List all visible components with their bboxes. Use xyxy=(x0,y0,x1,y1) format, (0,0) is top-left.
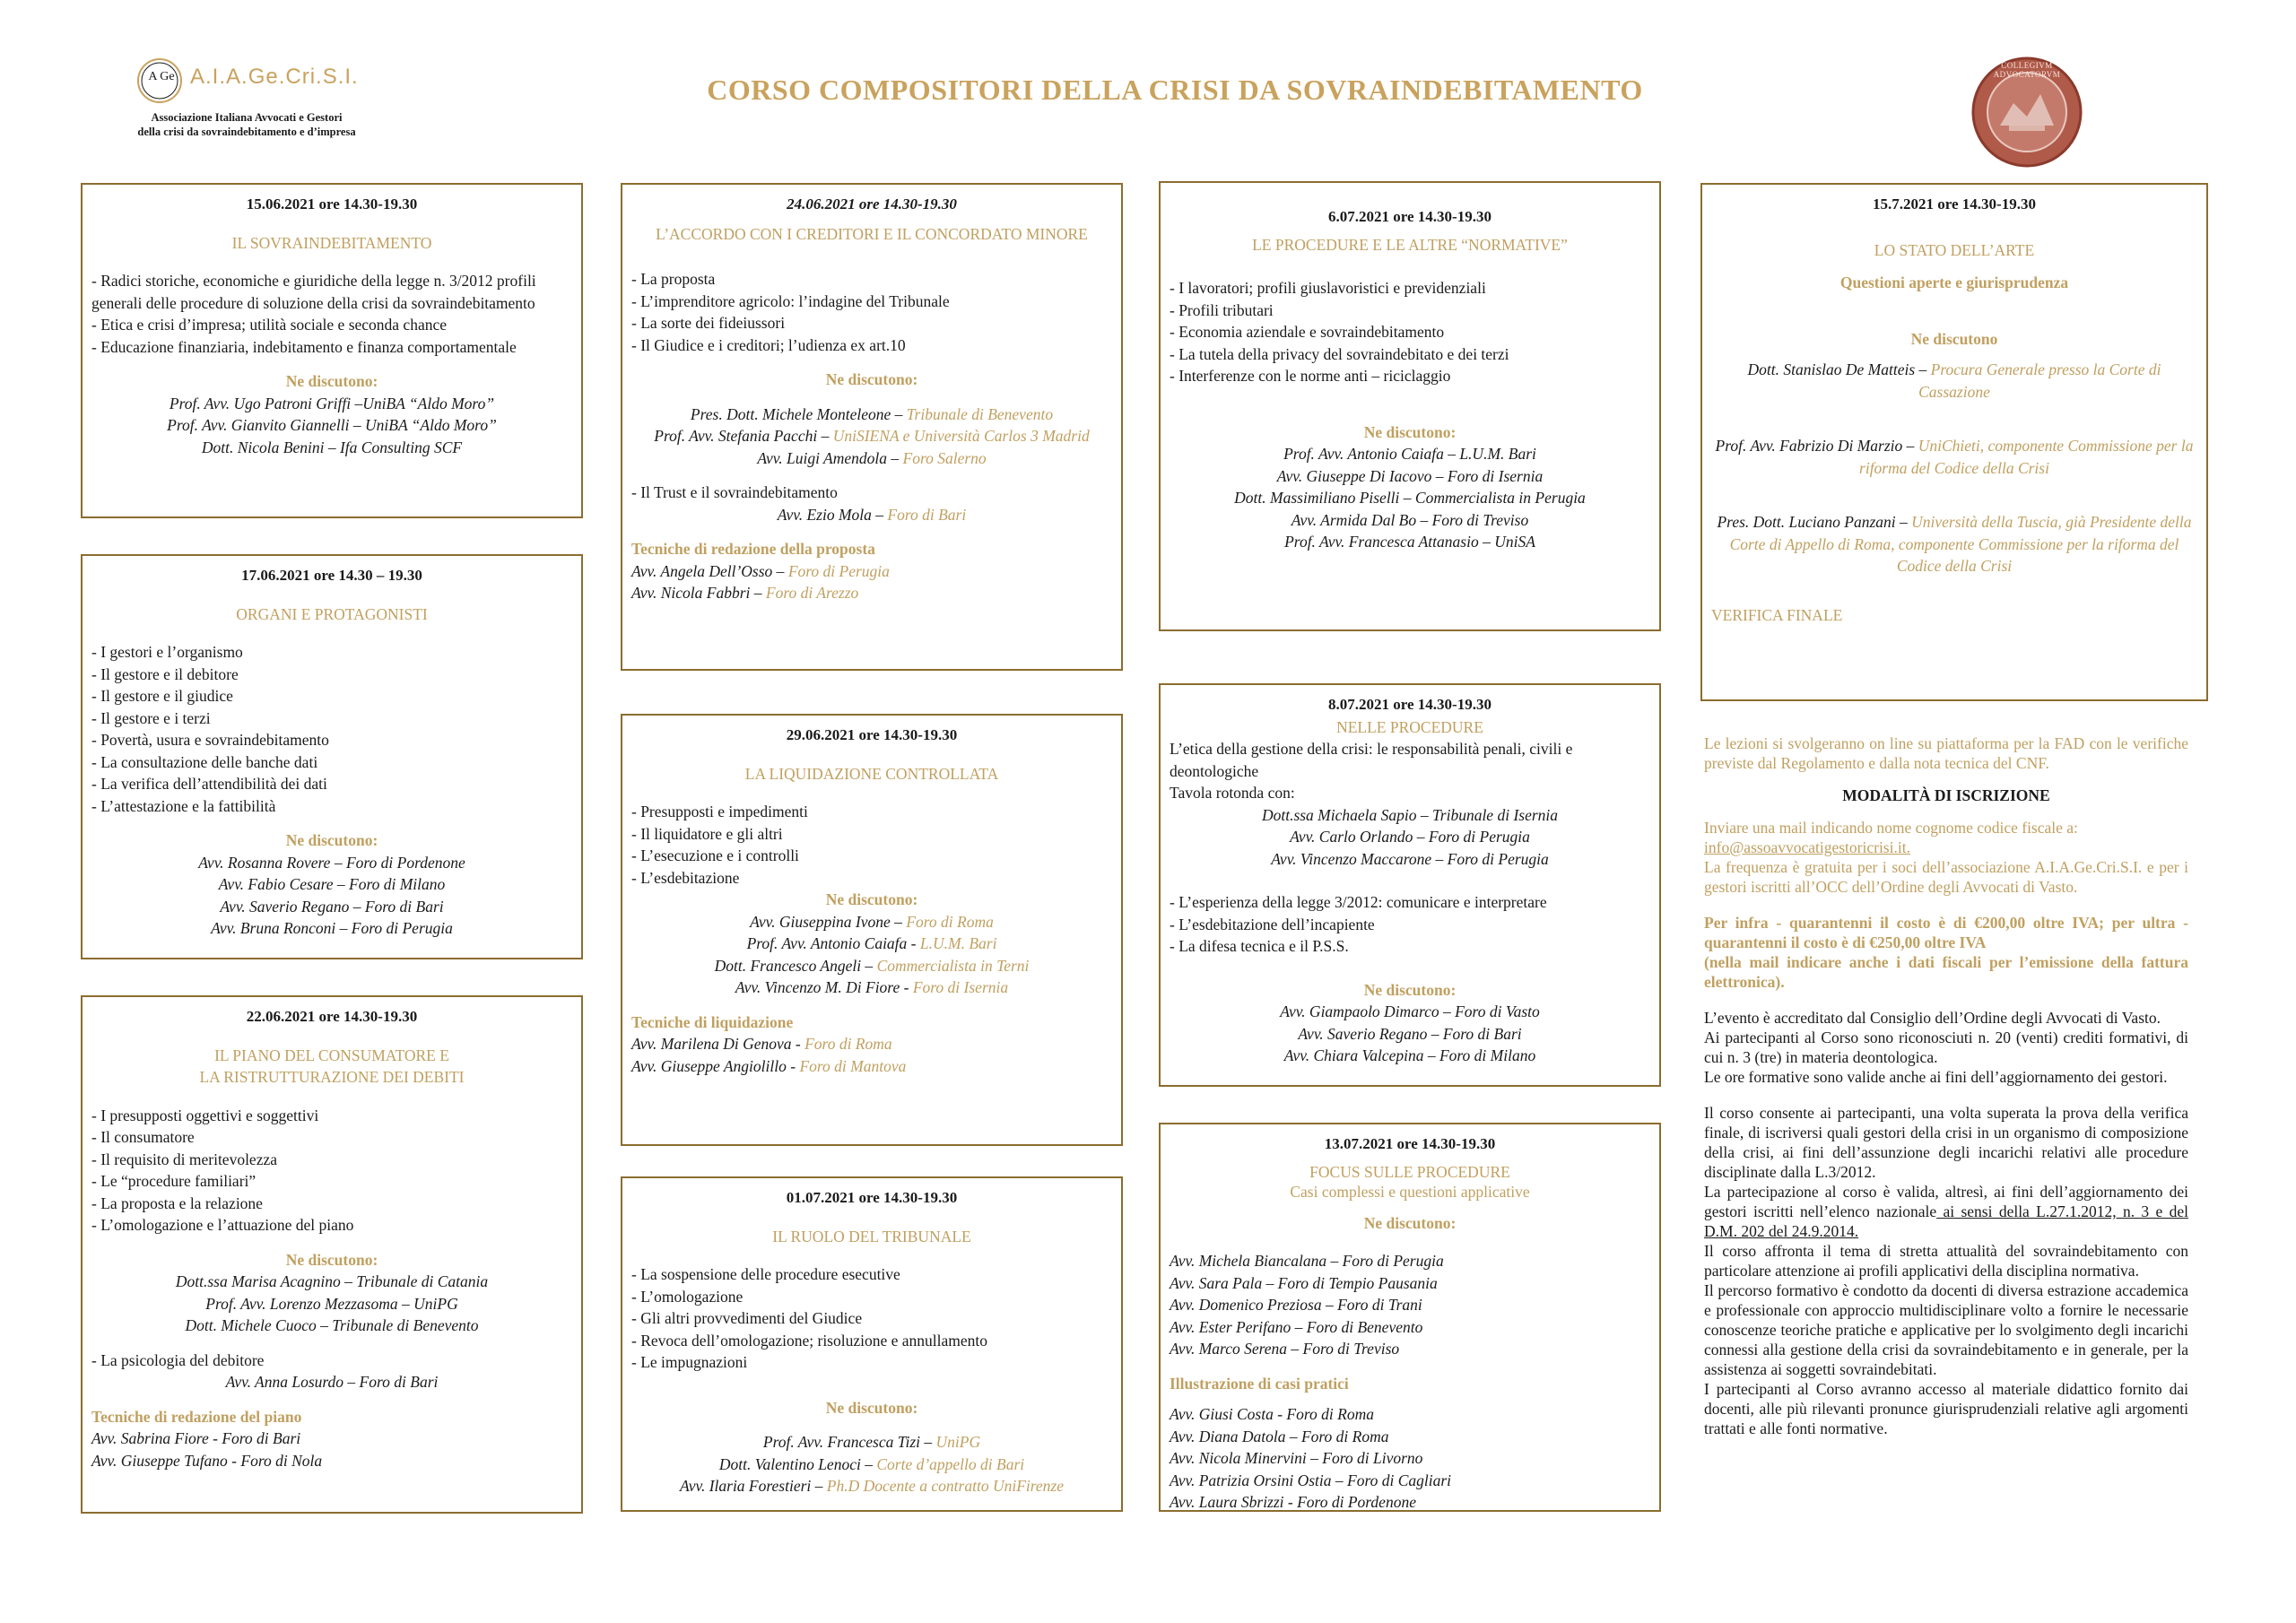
topic-item: - Le impugnazioni xyxy=(631,1353,748,1371)
session-title: IL RUOLO DEL TRIBUNALE xyxy=(772,1227,971,1245)
topic-list xyxy=(91,270,572,358)
session-title: NELLE PROCEDURE xyxy=(1336,717,1483,736)
session-box-24-06 xyxy=(621,183,1123,671)
topic-item: - L’esecuzione e i controlli xyxy=(631,846,799,864)
ne-discutono-label: Ne discutono xyxy=(1910,329,1998,348)
speaker: Avv. Domenico Preziosa – Foro di Trani xyxy=(1170,1296,1422,1314)
session-title: ORGANI E PROTAGONISTI xyxy=(236,604,428,623)
session-title: LA LIQUIDAZIONE CONTROLLATA xyxy=(744,764,999,783)
email-link[interactable]: info@assoavvocatigestoricrisi.it. xyxy=(1704,838,1910,856)
topic-item: - Presupposti e impedimenti xyxy=(631,803,808,820)
topic-item: - La proposta xyxy=(631,270,716,288)
topic-item: - L’omologazione xyxy=(631,1287,744,1306)
speaker: Prof. Avv. Antonio Caiafa - L.U.M. Bari xyxy=(746,934,997,952)
speaker: Avv. Nicola Minervini – Foro di Livorno xyxy=(1170,1449,1423,1467)
bar-association-seal xyxy=(1969,54,2085,170)
speaker: Prof. Avv. Francesca Attanasio – UniSA xyxy=(1284,533,1535,551)
speaker: Dott. Francesco Angeli – Commercialista in Terni xyxy=(714,956,1030,975)
topic-list xyxy=(1170,891,1650,958)
topic-item: - I presupposti oggettivi e soggettivi xyxy=(91,1106,319,1124)
speaker: Avv. Vincenzo M. Di Fiore - Foro di Isernia xyxy=(735,978,1009,996)
session-title: FOCUS SULLE PROCEDURE xyxy=(1309,1162,1510,1181)
topic-item: - L’attestazione e la fattibilità xyxy=(91,796,276,815)
speaker: Avv. Giusi Costa - Foro di Roma xyxy=(1170,1405,1374,1423)
topic-item: - Gli altri provvedimenti del Giudice xyxy=(631,1309,863,1327)
topic-item: - Il liquidatore e gli altri xyxy=(631,824,783,843)
session-date: 13.07.2021 ore 14.30-19.30 xyxy=(1324,1135,1496,1152)
topic-item: - La consultazione delle banche dati xyxy=(91,752,318,771)
ne-discutono-label: Ne discutono: xyxy=(825,890,918,908)
topic-item: - Il gestore e il giudice xyxy=(91,687,233,705)
speaker: Dott.ssa Marisa Acagnino – Tribunale di Catania xyxy=(175,1272,489,1290)
speaker: Avv. Giampaolo Dimarco – Foro di Vasto xyxy=(1280,1002,1540,1020)
topic-item: - Il gestore e il debitore xyxy=(91,664,239,683)
logo-caption-1: Associazione Italiana Avvocati e Gestori xyxy=(151,111,343,124)
course-paragraph: Il corso affronta il tema di stretta attualità del sovraindebitamento con particolare attenzione ai profili applicativi della disciplina normativa. xyxy=(1704,1242,2188,1280)
speaker: Dott. Stanislao De Matteis – Procura Generale presso la Corte di Cassazione xyxy=(1747,360,2161,401)
speaker: Prof. Avv. Gianvito Giannelli – UniBA “Aldo Moro” xyxy=(167,416,497,434)
illustrazione-label: Illustrazione di casi pratici xyxy=(1170,1374,1349,1393)
topic-item: - Il consumatore xyxy=(91,1128,195,1146)
session-box-06-07 xyxy=(1159,181,1661,631)
session-title-line-2: LA RISTRUTTURAZIONE DEI DEBITI xyxy=(199,1068,465,1086)
topic-list xyxy=(91,1105,572,1237)
topic-item: - L’imprenditore agricolo: l’indagine del Tribunale xyxy=(631,291,950,310)
speaker: Avv. Fabio Cesare – Foro di Milano xyxy=(218,875,446,893)
topic-item: - Etica e crisi d’impresa; utilità sociale e seconda chance xyxy=(91,316,447,334)
session-title: IL SOVRAINDEBITAMENTO xyxy=(231,233,432,252)
logo-mark: A Ge xyxy=(148,70,175,83)
topic-list xyxy=(91,641,572,817)
intro-text: L’etica della gestione della crisi: le responsabilità penali, civili e deontologiche xyxy=(1170,740,1573,780)
topic-item: - Interferenze con le norme anti – riciclaggio xyxy=(1170,367,1451,385)
speaker: Avv. Vincenzo Maccarone – Foro di Perugia xyxy=(1271,849,1549,868)
speaker: Avv. Luigi Amendola – Foro Salerno xyxy=(757,448,987,467)
logo-caption-2: della crisi da sovraindebitamento e d’impresa xyxy=(137,126,356,138)
topic-item: - La verifica dell’attendibilità dei dati xyxy=(91,775,327,793)
speaker: Avv. Marilena Di Genova - Foro di Roma xyxy=(631,1035,892,1053)
speaker: Prof. Avv. Ugo Patroni Griffi –UniBA “Aldo Moro” xyxy=(169,394,495,412)
session-title: LE PROCEDURE E LE ALTRE “NORMATIVE” xyxy=(1252,235,1568,254)
topic-item: - La sorte dei fideiussori xyxy=(631,314,786,332)
session-box-13-07 xyxy=(1159,1123,1661,1512)
ne-discutono-label: Ne discutono: xyxy=(825,370,918,388)
speaker: Dott. Massimiliano Piselli – Commercialista in Perugia xyxy=(1234,489,1586,507)
free-text: La frequenza è gratuita per i soci dell’associazione A.I.A.Ge.Cri.S.I. e per i gestori iscritti all’OCC dell’Ordine degli Avvocati di Vasto. xyxy=(1704,858,2188,896)
tecniche-label: Tecniche di redazione della proposta xyxy=(631,540,875,558)
speaker: Avv. Rosanna Rovere – Foro di Pordenone xyxy=(198,853,465,872)
info-intro: Le lezioni si svolgeranno on line su piattaforma per la FAD con le verifiche previste dal Regolamento e dalla nota tecnica del CNF. xyxy=(1704,734,2188,772)
session-box-29-06 xyxy=(621,714,1123,1146)
speaker: Avv. Giuseppina Ivone – Foro di Roma xyxy=(750,912,994,931)
session-box-17-06 xyxy=(81,554,583,959)
topic-item: - L’esperienza della legge 3/2012: comunicare e interpretare xyxy=(1170,893,1547,911)
topic-item: - La sospensione delle procedure esecutive xyxy=(631,1265,900,1283)
ne-discutono-label: Ne discutono: xyxy=(1363,980,1457,999)
course-paragraph: Il percorso formativo è condotto da docenti di diversa estrazione accademica e professionale con approccio multidisciplinare volto a fornire le necessarie conoscenze teoriche pratiche e applicative per lo svolgimento degli incarichi connessi alla gestione della crisi da sovraindebitamento e in generale, per la assistenza ai soggetti sovraindebitati. xyxy=(1704,1281,2188,1378)
session-date: 15.06.2021 ore 14.30-19.30 xyxy=(246,195,418,213)
speaker: Avv. Giuseppe Angiolillo - Foro di Mantova xyxy=(631,1056,907,1075)
session-title: LO STATO DELL’ARTE xyxy=(1874,240,2035,259)
session-title-line-1: IL PIANO DEL CONSUMATORE E xyxy=(214,1046,449,1064)
topic-item: - Il requisito di meritevolezza xyxy=(91,1150,278,1168)
topic-item: - Revoca dell’omologazione; risoluzione e annullamento xyxy=(631,1331,988,1350)
credits-text: Ai partecipanti al Corso sono riconosciuti n. 20 (venti) crediti formativi, di cui n. 3 (tre) in materia deontologica. xyxy=(1704,1028,2188,1066)
speaker: Avv. Ester Perifano – Foro di Benevento xyxy=(1170,1317,1423,1336)
speaker: Dott. Nicola Benini – Ifa Consulting SCF xyxy=(201,438,463,456)
topic-list xyxy=(631,268,1112,356)
seal-text: COLLEGIVM ADVOCATORVM xyxy=(1993,61,2061,79)
topic-list xyxy=(631,801,1112,889)
topic-item: - Il Giudice e i creditori; l’udienza ex art.10 xyxy=(631,335,906,354)
session-box-15-07 xyxy=(1700,183,2208,701)
session-date: 24.06.2021 ore 14.30-19.30 xyxy=(787,195,957,213)
ne-discutono-label: Ne discutono: xyxy=(1363,1213,1457,1232)
speaker: Avv. Michela Biancalana – Foro di Perugia xyxy=(1170,1252,1444,1270)
topic-item: - L’esdebitazione xyxy=(631,868,740,887)
session-box-01-07 xyxy=(621,1176,1123,1512)
topic-item: - Educazione finanziaria, indebitamento e finanza comportamentale xyxy=(91,337,517,356)
speaker: Avv. Ezio Mola – Foro di Bari xyxy=(777,505,967,524)
speaker: Avv. Saverio Regano – Foro di Bari xyxy=(1298,1024,1522,1043)
speaker: Avv. Ilaria Forestieri – Ph.D Docente a contratto UniFirenze xyxy=(679,1477,1065,1495)
session-date: 17.06.2021 ore 14.30 – 19.30 xyxy=(241,567,422,584)
session-box-22-06 xyxy=(81,995,583,1514)
modalita-title: MODALITÀ DI ISCRIZIONE xyxy=(1842,786,2050,804)
topic-item: - I gestori e l’organismo xyxy=(91,643,243,661)
course-paragraph: Il corso consente ai partecipanti, una volta superata la prova della verifica finale, di iscriversi quali gestori della crisi in un organismo di composizione della crisi, ai fini dell’assunzione degli incarichi relativi alle procedure disciplinate dalla L.3/2012. xyxy=(1704,1104,2188,1181)
topic-item: - La difesa tecnica e il P.S.S. xyxy=(1170,937,1349,955)
speaker: Avv. Saverio Regano – Foro di Bari xyxy=(220,897,444,916)
speaker: Avv. Anna Losurdo – Foro di Bari xyxy=(225,1373,439,1391)
session-subtitle: Questioni aperte e giurisprudenza xyxy=(1839,273,2069,291)
session-date: 29.06.2021 ore 14.30-19.30 xyxy=(786,726,958,743)
speaker: Avv. Angela Dell’Osso – Foro di Perugia xyxy=(631,561,890,580)
course-paragraph: I partecipanti al Corso avranno accesso al materiale didattico fornito dai docenti, alle più rilevanti pronunce giurisprudenziali relative agli argomenti trattati e alle fonti normative. xyxy=(1704,1380,2188,1437)
speaker: Avv. Sara Pala – Foro di Tempio Pausania xyxy=(1170,1273,1438,1292)
speaker: Pres. Dott. Michele Monteleone – Tribunale di Benevento xyxy=(690,404,1054,423)
ne-discutono-label: Ne discutono: xyxy=(1363,422,1457,441)
topic-item: - Povertà, usura e sovraindebitamento xyxy=(91,731,329,749)
session-date: 8.07.2021 ore 14.30-19.30 xyxy=(1328,696,1492,713)
speaker: Avv. Sabrina Fiore - Foro di Bari xyxy=(91,1429,301,1447)
topic-item: - Economia aziendale e sovraindebitamento xyxy=(1170,323,1445,341)
ne-discutono-label: Ne discutono: xyxy=(285,1250,378,1269)
speaker: Dott. Michele Cuoco – Tribunale di Benevento xyxy=(185,1316,479,1334)
speaker: Avv. Giuseppe Di Iacovo – Foro di Isernia xyxy=(1276,466,1544,485)
speaker: Avv. Carlo Orlando – Foro di Perugia xyxy=(1290,828,1530,846)
ne-discutono-label: Ne discutono: xyxy=(285,372,378,390)
topic-item: - L’esdebitazione dell’incapiente xyxy=(1170,915,1375,933)
speaker: Avv. Patrizia Orsini Ostia – Foro di Cagliari xyxy=(1170,1471,1452,1489)
logo-name: A.I.A.Ge.Cri.S.I. xyxy=(190,65,359,89)
speaker: Prof. Avv. Lorenzo Mezzasoma – UniPG xyxy=(205,1294,458,1313)
tecniche-label: Tecniche di liquidazione xyxy=(631,1012,794,1031)
speaker: Avv. Diana Datola – Foro di Roma xyxy=(1170,1427,1389,1445)
topic-item: - La tutela della privacy del sovraindebitato e dei terzi xyxy=(1170,344,1509,363)
tecniche-label: Tecniche di redazione del piano xyxy=(91,1407,302,1426)
topic-item: - I lavoratori; profili giuslavoristici e previdenziali xyxy=(1170,279,1486,297)
ne-discutono-label: Ne discutono: xyxy=(825,1398,918,1417)
speaker: Avv. Armida Dal Bo – Foro di Treviso xyxy=(1291,510,1529,529)
speaker: Avv. Bruna Ronconi – Foro di Perugia xyxy=(211,919,453,937)
cost-note: (nella mail indicare anche i dati fiscali per l’emissione della fattura elettronica). xyxy=(1704,953,2188,991)
topic-item: - Radici storiche, economiche e giuridiche della legge n. 3/2012 profili generali delle procedure di soluzione della crisi da sovraindebitamento xyxy=(91,272,536,312)
speaker: Dott.ssa Michaela Sapio – Tribunale di Isernia xyxy=(1261,805,1559,824)
accreditation-text: L’evento è accreditato dal Consiglio dell’Ordine degli Avvocati di Vasto. xyxy=(1704,1009,2161,1027)
topic-item: - Profili tributari xyxy=(1170,300,1274,319)
intro-text: Tavola rotonda con: xyxy=(1170,784,1295,802)
speaker: Pres. Dott. Luciano Panzani – Università della Tuscia, già Presidente della Corte di Appello di Roma, componente Commissione per la riforma del Codice della Crisi xyxy=(1717,513,2192,575)
topic-item: - Le “procedure familiari” xyxy=(91,1172,257,1190)
speaker: Avv. Chiara Valcepina – Foro di Milano xyxy=(1283,1046,1536,1064)
page-title: CORSO COMPOSITORI DELLA CRISI DA SOVRAINDEBITAMENTO xyxy=(707,74,1643,106)
update-text: Le ore formative sono valide anche ai fini dell’aggiornamento dei gestori. xyxy=(1704,1068,2168,1086)
topic-item: - La psicologia del debitore xyxy=(91,1350,265,1369)
speaker: Avv. Marco Serena – Foro di Treviso xyxy=(1170,1340,1400,1358)
course-paragraph: La partecipazione al corso è valida, altresì, ai fini dell’aggiornamento dei gestori iscritti nell’elenco nazionale ai sensi della L.27.1.2012, n. 3 e del D.M. 202 del 24.9.2014. xyxy=(1704,1183,2188,1240)
session-box-15-06 xyxy=(81,183,583,518)
speaker: Prof. Avv. Stefania Pacchi – UniSIENA e Università Carlos 3 Madrid xyxy=(654,427,1090,445)
topic-item: - L’omologazione e l’attuazione del piano xyxy=(91,1216,354,1234)
session-title: L’ACCORDO CON I CREDITORI E IL CONCORDATO MINORE xyxy=(656,224,1088,243)
session-date: 22.06.2021 ore 14.30-19.30 xyxy=(246,1008,418,1025)
cost-text: Per infra - quarantenni il costo è di €200,00 oltre IVA; per ultra - quarantenni il costo è di €250,00 oltre IVA xyxy=(1704,914,2188,951)
session-date: 15.7.2021 ore 14.30-19.30 xyxy=(1873,195,2036,213)
speaker: Dott. Valentino Lenoci – Corte d’appello di Bari xyxy=(718,1454,1025,1473)
session-subtitle: Casi complessi e questioni applicative xyxy=(1290,1183,1530,1201)
verifica-finale: VERIFICA FINALE xyxy=(1711,605,1843,624)
speaker: Prof. Avv. Francesca Tizi – UniPG xyxy=(762,1433,981,1451)
speaker: Prof. Avv. Fabrizio Di Marzio – UniChieti, componente Commissione per la riforma del Codice della Crisi xyxy=(1715,437,2194,477)
speaker: Avv. Nicola Fabbri – Foro di Arezzo xyxy=(631,584,859,602)
speaker: Avv. Giuseppe Tufano - Foro di Nola xyxy=(91,1451,323,1470)
speaker: Avv. Laura Sbrizzi - Foro di Pordenone xyxy=(1170,1493,1416,1511)
speaker: Prof. Avv. Antonio Caiafa – L.U.M. Bari xyxy=(1283,445,1536,463)
topic-list xyxy=(1170,277,1650,387)
topic-item: - Il Trust e il sovraindebitamento xyxy=(631,483,838,501)
info-panel xyxy=(1704,733,2188,1438)
topic-item: - Il gestore e i terzi xyxy=(91,708,211,727)
topic-list xyxy=(631,1263,1112,1374)
topic-item: - La proposta e la relazione xyxy=(91,1193,263,1212)
session-date: 6.07.2021 ore 14.30-19.30 xyxy=(1328,208,1492,225)
session-date: 01.07.2021 ore 14.30-19.30 xyxy=(786,1189,958,1206)
session-box-08-07 xyxy=(1159,683,1661,1087)
mail-instructions: Inviare una mail indicando nome cognome codice fiscale a: xyxy=(1704,819,2078,837)
ne-discutono-label: Ne discutono: xyxy=(285,831,378,849)
